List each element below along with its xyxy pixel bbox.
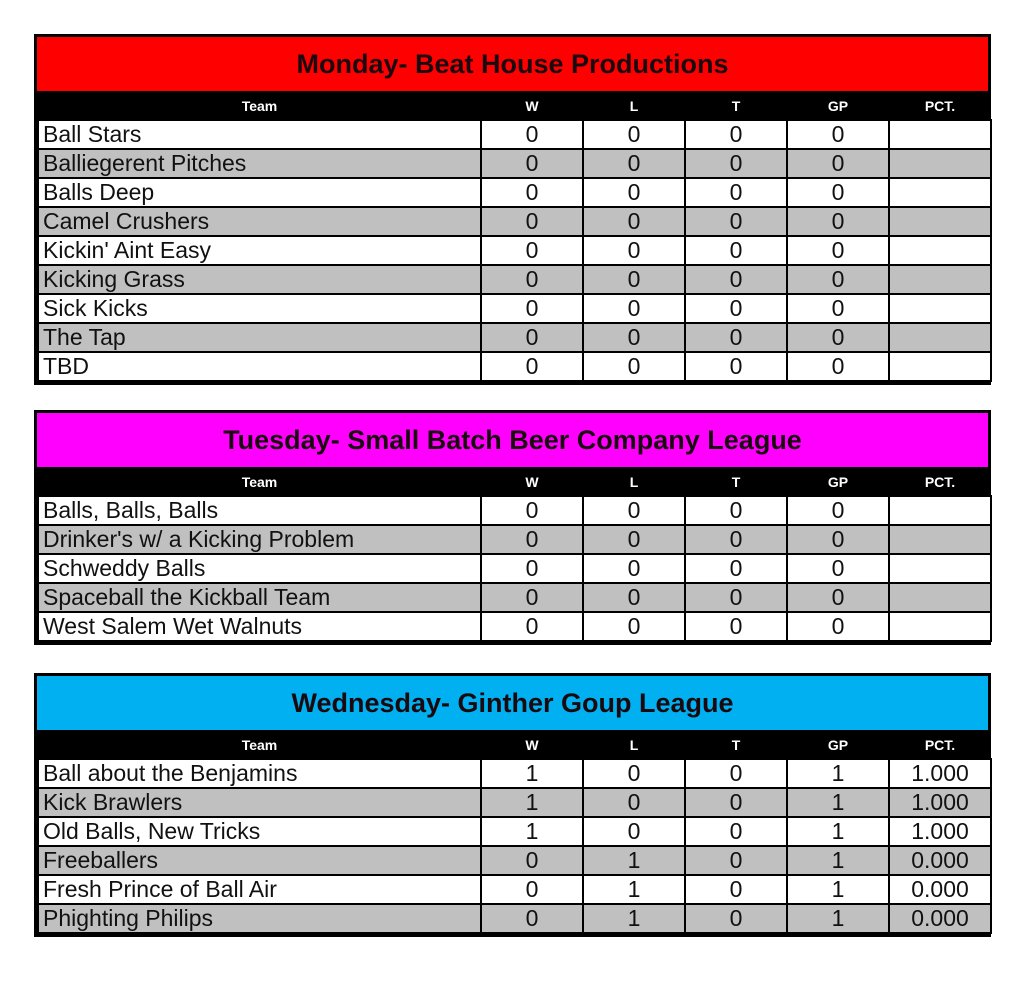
stat-cell-t: 0 (685, 294, 787, 323)
header-row (38, 468, 991, 496)
column-header-pct: PCT. (889, 731, 991, 759)
team-name-cell: Fresh Prince of Ball Air (38, 875, 481, 904)
stat-cell-w: 0 (481, 583, 583, 612)
stat-cell-gp: 0 (787, 583, 889, 612)
column-header-gp: GP (787, 731, 889, 759)
table-row (38, 525, 991, 554)
column-header-pct: PCT. (889, 468, 991, 496)
stat-cell-pct (889, 352, 991, 381)
stat-cell-w: 0 (481, 236, 583, 265)
stat-cell-t: 0 (685, 496, 787, 525)
team-name-cell: Balls, Balls, Balls (38, 496, 481, 525)
stat-cell-pct (889, 207, 991, 236)
stat-cell-l: 0 (583, 496, 685, 525)
header-row (38, 92, 991, 120)
column-header-team: Team (38, 92, 481, 120)
stat-cell-l: 1 (583, 875, 685, 904)
stat-cell-l: 0 (583, 583, 685, 612)
team-name-cell: Ball about the Benjamins (38, 759, 481, 788)
team-name-cell: Freeballers (38, 846, 481, 875)
stat-cell-w: 1 (481, 759, 583, 788)
standings-table (37, 92, 992, 382)
stat-cell-t: 0 (685, 236, 787, 265)
stat-cell-t: 0 (685, 788, 787, 817)
stat-cell-w: 0 (481, 323, 583, 352)
stat-cell-l: 0 (583, 788, 685, 817)
standings-table (37, 731, 992, 934)
stat-cell-l: 0 (583, 178, 685, 207)
team-name-cell: Drinker's w/ a Kicking Problem (38, 525, 481, 554)
stat-cell-l: 0 (583, 294, 685, 323)
stat-cell-pct (889, 178, 991, 207)
stat-cell-gp: 1 (787, 817, 889, 846)
table-row (38, 207, 991, 236)
league-table-wednesday (34, 673, 991, 937)
stat-cell-gp: 0 (787, 265, 889, 294)
stat-cell-pct (889, 554, 991, 583)
stat-cell-gp: 0 (787, 178, 889, 207)
stat-cell-gp: 0 (787, 120, 889, 149)
stat-cell-t: 0 (685, 554, 787, 583)
league-table-tuesday (34, 410, 991, 645)
stat-cell-pct (889, 120, 991, 149)
league-title: Monday- Beat House Productions (37, 37, 988, 92)
column-header-team: Team (38, 468, 481, 496)
stat-cell-gp: 1 (787, 846, 889, 875)
stat-cell-pct (889, 612, 991, 641)
table-row (38, 178, 991, 207)
stat-cell-w: 0 (481, 904, 583, 933)
table-row (38, 236, 991, 265)
stat-cell-w: 0 (481, 207, 583, 236)
stat-cell-w: 0 (481, 178, 583, 207)
stat-cell-l: 0 (583, 817, 685, 846)
stat-cell-t: 0 (685, 904, 787, 933)
team-name-cell: Balliegerent Pitches (38, 149, 481, 178)
column-header-l: L (583, 92, 685, 120)
stat-cell-pct (889, 149, 991, 178)
column-header-gp: GP (787, 468, 889, 496)
column-header-w: W (481, 731, 583, 759)
stat-cell-gp: 0 (787, 554, 889, 583)
table-row (38, 496, 991, 525)
stat-cell-gp: 0 (787, 612, 889, 641)
stat-cell-t: 0 (685, 352, 787, 381)
stat-cell-t: 0 (685, 817, 787, 846)
stat-cell-gp: 0 (787, 525, 889, 554)
column-header-l: L (583, 731, 685, 759)
stat-cell-pct: 1.000 (889, 817, 991, 846)
stat-cell-l: 0 (583, 759, 685, 788)
stat-cell-t: 0 (685, 525, 787, 554)
stat-cell-w: 0 (481, 120, 583, 149)
team-name-cell: The Tap (38, 323, 481, 352)
stat-cell-t: 0 (685, 149, 787, 178)
table-row (38, 583, 991, 612)
stat-cell-pct: 1.000 (889, 759, 991, 788)
stat-cell-l: 1 (583, 904, 685, 933)
table-row (38, 149, 991, 178)
stat-cell-l: 0 (583, 265, 685, 294)
table-row (38, 612, 991, 641)
stat-cell-l: 0 (583, 525, 685, 554)
table-row (38, 265, 991, 294)
stat-cell-w: 0 (481, 525, 583, 554)
table-row (38, 323, 991, 352)
stat-cell-pct (889, 294, 991, 323)
stat-cell-w: 0 (481, 612, 583, 641)
stat-cell-gp: 0 (787, 496, 889, 525)
stat-cell-gp: 1 (787, 759, 889, 788)
table-row (38, 788, 991, 817)
team-name-cell: Balls Deep (38, 178, 481, 207)
header-row (38, 731, 991, 759)
column-header-gp: GP (787, 92, 889, 120)
team-name-cell: Schweddy Balls (38, 554, 481, 583)
stat-cell-pct (889, 496, 991, 525)
column-header-team: Team (38, 731, 481, 759)
team-name-cell: Spaceball the Kickball Team (38, 583, 481, 612)
team-name-cell: Old Balls, New Tricks (38, 817, 481, 846)
team-name-cell: Kickin' Aint Easy (38, 236, 481, 265)
stat-cell-w: 0 (481, 352, 583, 381)
column-header-t: T (685, 468, 787, 496)
stat-cell-pct (889, 236, 991, 265)
column-header-t: T (685, 731, 787, 759)
stat-cell-gp: 0 (787, 294, 889, 323)
stat-cell-gp: 0 (787, 236, 889, 265)
column-header-t: T (685, 92, 787, 120)
stat-cell-pct (889, 265, 991, 294)
team-name-cell: Ball Stars (38, 120, 481, 149)
stat-cell-t: 0 (685, 612, 787, 641)
stat-cell-gp: 0 (787, 149, 889, 178)
stat-cell-pct (889, 583, 991, 612)
table-row (38, 294, 991, 323)
column-header-l: L (583, 468, 685, 496)
stat-cell-pct: 1.000 (889, 788, 991, 817)
stat-cell-w: 0 (481, 294, 583, 323)
stat-cell-pct: 0.000 (889, 846, 991, 875)
stat-cell-l: 0 (583, 352, 685, 381)
stat-cell-t: 0 (685, 846, 787, 875)
stat-cell-w: 0 (481, 496, 583, 525)
stat-cell-t: 0 (685, 583, 787, 612)
stat-cell-l: 0 (583, 149, 685, 178)
stat-cell-w: 0 (481, 265, 583, 294)
team-name-cell: Phighting Philips (38, 904, 481, 933)
stat-cell-pct: 0.000 (889, 904, 991, 933)
stat-cell-gp: 0 (787, 323, 889, 352)
table-row (38, 904, 991, 933)
stat-cell-l: 1 (583, 846, 685, 875)
stat-cell-t: 0 (685, 875, 787, 904)
table-row (38, 120, 991, 149)
stat-cell-t: 0 (685, 323, 787, 352)
stat-cell-gp: 1 (787, 788, 889, 817)
column-header-w: W (481, 92, 583, 120)
table-row (38, 554, 991, 583)
stat-cell-t: 0 (685, 265, 787, 294)
team-name-cell: Sick Kicks (38, 294, 481, 323)
stat-cell-gp: 0 (787, 352, 889, 381)
league-table-monday (34, 34, 991, 385)
stat-cell-pct (889, 323, 991, 352)
stat-cell-l: 0 (583, 207, 685, 236)
stat-cell-t: 0 (685, 120, 787, 149)
league-title: Wednesday- Ginther Goup League (37, 676, 988, 731)
stat-cell-gp: 1 (787, 875, 889, 904)
team-name-cell: Kick Brawlers (38, 788, 481, 817)
stat-cell-gp: 0 (787, 207, 889, 236)
table-row (38, 352, 991, 381)
stat-cell-pct: 0.000 (889, 875, 991, 904)
stat-cell-l: 0 (583, 323, 685, 352)
stat-cell-t: 0 (685, 207, 787, 236)
league-title: Tuesday- Small Batch Beer Company League (37, 413, 988, 468)
stat-cell-pct (889, 525, 991, 554)
table-row (38, 817, 991, 846)
stat-cell-t: 0 (685, 178, 787, 207)
column-header-w: W (481, 468, 583, 496)
stat-cell-w: 0 (481, 875, 583, 904)
table-row (38, 846, 991, 875)
team-name-cell: West Salem Wet Walnuts (38, 612, 481, 641)
column-header-pct: PCT. (889, 92, 991, 120)
team-name-cell: Camel Crushers (38, 207, 481, 236)
stat-cell-l: 0 (583, 554, 685, 583)
table-row (38, 875, 991, 904)
team-name-cell: Kicking Grass (38, 265, 481, 294)
stat-cell-l: 0 (583, 612, 685, 641)
table-row (38, 759, 991, 788)
stat-cell-t: 0 (685, 759, 787, 788)
stat-cell-w: 0 (481, 149, 583, 178)
standings-table (37, 468, 992, 642)
stat-cell-w: 0 (481, 846, 583, 875)
stat-cell-w: 0 (481, 554, 583, 583)
stat-cell-gp: 1 (787, 904, 889, 933)
stat-cell-l: 0 (583, 236, 685, 265)
stat-cell-w: 1 (481, 817, 583, 846)
stat-cell-l: 0 (583, 120, 685, 149)
stat-cell-w: 1 (481, 788, 583, 817)
team-name-cell: TBD (38, 352, 481, 381)
